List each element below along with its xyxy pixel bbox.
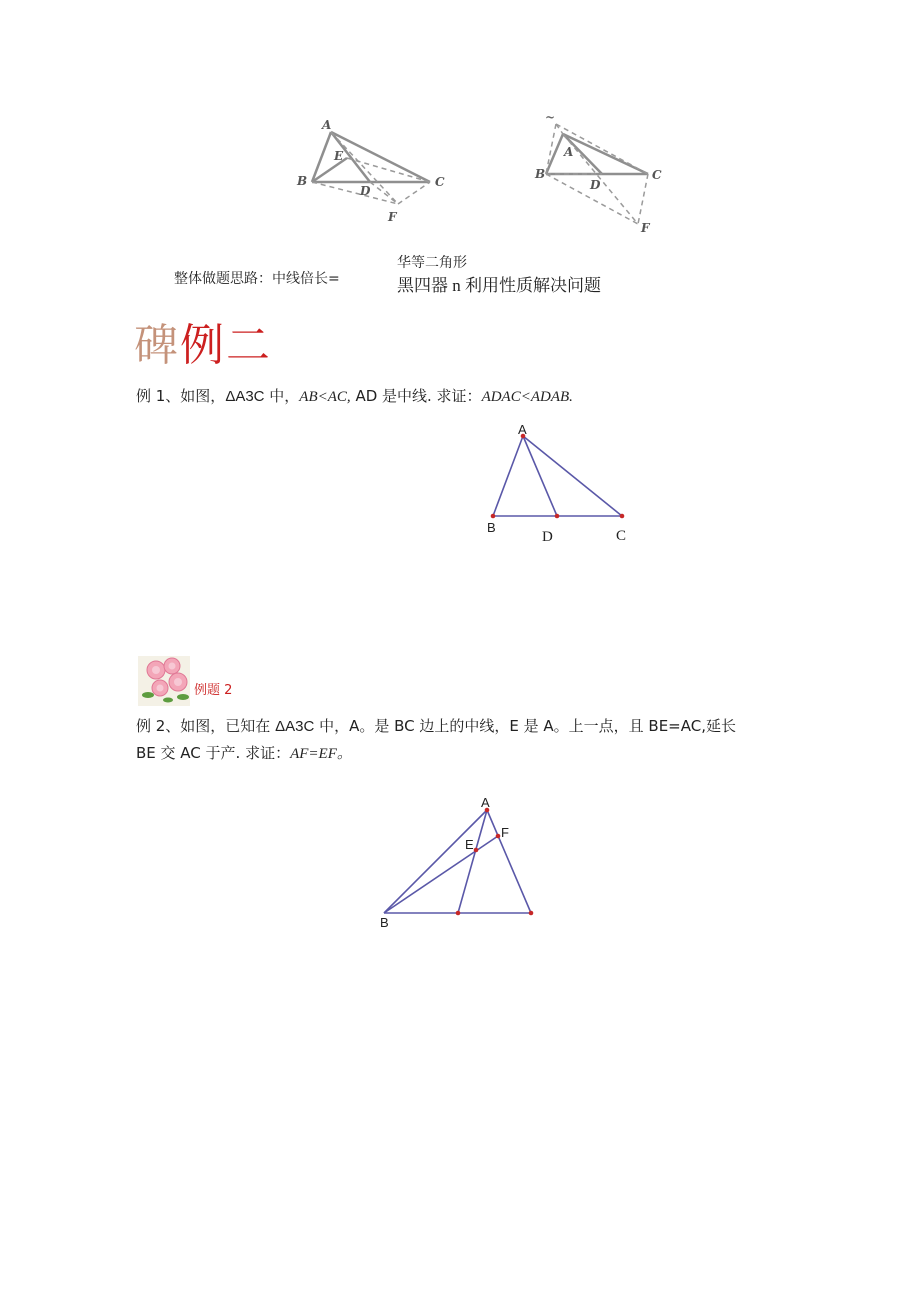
- example2-badge-label: 例题 2: [194, 683, 233, 698]
- label-e: E: [334, 149, 344, 163]
- label-a: A: [481, 795, 490, 810]
- label-c: C: [616, 528, 627, 544]
- label-b: B: [487, 520, 496, 535]
- label-f: F: [388, 210, 397, 224]
- label-f: F: [641, 221, 650, 235]
- label-d: D: [360, 184, 371, 198]
- summary-label: 整体做题思路：中线倍长=: [174, 271, 340, 287]
- label-b: B: [380, 915, 389, 930]
- label-b: B: [297, 174, 308, 188]
- label-a: A: [564, 145, 574, 159]
- summary-line1: 华等二角形: [397, 255, 467, 271]
- section-title-rest: 例二: [180, 320, 272, 371]
- label-c: C: [435, 175, 445, 189]
- label-tick: ~: [545, 110, 556, 124]
- section-title-first: 碑: [134, 320, 180, 371]
- label-f: F: [501, 825, 509, 840]
- example2-line1: 例 2、如图，已知在 ΔA3C 中，A。是 BC 边上的中线，E 是 A。上一点，且 BE=AC,延长: [136, 717, 736, 735]
- example1-text: 例 1、如图，ΔA3C 中，AB<AC, AD 是中线. 求证：ADAC<ADAB.: [136, 387, 573, 405]
- summary-line2: 黑四器 n 利用性质解决问题: [397, 276, 601, 295]
- label-b: B: [535, 167, 546, 181]
- label-d: D: [590, 178, 601, 192]
- label-c: C: [652, 168, 662, 182]
- label-e: E: [465, 837, 474, 852]
- label-a: A: [322, 118, 332, 132]
- label-a: A: [518, 422, 527, 437]
- label-d: D: [542, 529, 553, 545]
- example2-line2: BE 交 AC 于产. 求证：AF=EF。: [136, 744, 352, 762]
